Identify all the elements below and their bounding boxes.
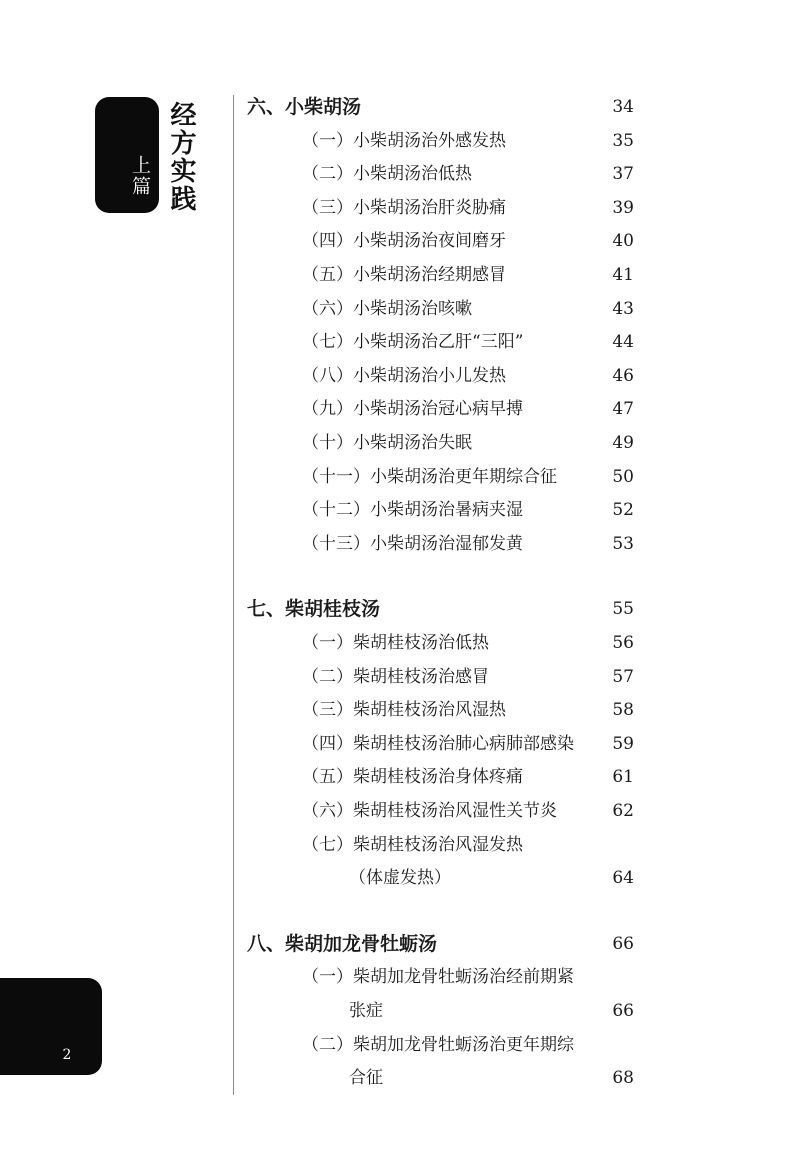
toc-page-number: 46 — [612, 366, 634, 386]
toc-entry-title: （一）小柴胡汤治外感发热 — [302, 131, 506, 151]
toc-chapter-title: 六、小柴胡汤 — [247, 96, 362, 118]
toc-page-number: 37 — [612, 164, 634, 184]
toc-page-number: 64 — [612, 868, 634, 888]
toc-entry-title: （三）小柴胡汤治肝炎胁痛 — [302, 198, 506, 218]
toc-entry-title: （十）小柴胡汤治失眠 — [302, 433, 472, 453]
toc-entry-title: （一）柴胡桂枝汤治低热 — [302, 633, 489, 653]
part-label: 上篇 — [129, 155, 151, 197]
toc-page-number: 41 — [612, 265, 634, 285]
toc-page-number: 50 — [612, 467, 634, 487]
toc-chapter-title: 八、柴胡加龙骨牡蛎汤 — [247, 933, 438, 955]
toc-entry-title: （二）小柴胡汤治低热 — [302, 164, 472, 184]
toc-page-number: 34 — [612, 97, 634, 117]
toc-page-number: 59 — [612, 734, 634, 754]
toc-entry-title: （二）柴胡桂枝汤治感冒 — [302, 667, 489, 687]
toc-entry-title: （五）小柴胡汤治经期感冒 — [302, 265, 506, 285]
toc-entry-title: （九）小柴胡汤治冠心病早搏 — [302, 399, 523, 419]
toc-entry-title: （五）柴胡桂枝汤治身体疼痛 — [302, 767, 523, 787]
toc-entry-title: （一）柴胡加龙骨牡蛎汤治经前期紧 — [302, 967, 574, 987]
toc-page-number: 66 — [612, 1001, 634, 1021]
toc-entry-title: （十一）小柴胡汤治更年期综合征 — [302, 467, 557, 487]
toc-page-number: 39 — [612, 198, 634, 218]
toc-page-number: 43 — [612, 299, 634, 319]
part-tab — [95, 97, 159, 213]
toc-page-number: 61 — [612, 767, 634, 787]
toc-entry-title: （三）柴胡桂枝汤治风湿热 — [302, 700, 506, 720]
toc-page-number: 66 — [612, 934, 634, 954]
page-number: 2 — [62, 1047, 72, 1063]
toc-entry-title: （二）柴胡加龙骨牡蛎汤治更年期综 — [302, 1035, 574, 1055]
toc-page-number: 68 — [612, 1068, 634, 1088]
toc-page-number: 47 — [612, 399, 634, 419]
toc-page-number: 56 — [612, 633, 634, 653]
toc-entry-title: （七）小柴胡汤治乙肝“三阳” — [302, 332, 524, 352]
toc-entry-title: （六）柴胡桂枝汤治风湿性关节炎 — [302, 801, 557, 821]
toc-entry-title: （四）小柴胡汤治夜间磨牙 — [302, 231, 506, 251]
toc-entry-title: （七）柴胡桂枝汤治风湿发热 — [302, 835, 523, 855]
toc-entry-title: （体虚发热） — [349, 868, 451, 888]
toc-entry-title: 合征 — [349, 1068, 383, 1088]
toc-entry-title: （十二）小柴胡汤治暑病夹湿 — [302, 500, 523, 520]
page-corner-tab — [0, 978, 102, 1075]
toc-entry-title: 张症 — [349, 1001, 383, 1021]
toc-entry-title: （四）柴胡桂枝汤治肺心病肺部感染 — [302, 734, 574, 754]
toc-page-number: 57 — [612, 667, 634, 687]
toc-chapter-title: 七、柴胡桂枝汤 — [247, 598, 381, 620]
toc-page-number: 53 — [612, 534, 634, 554]
toc-page-number: 49 — [612, 433, 634, 453]
toc-page-number: 44 — [612, 332, 634, 352]
toc-page-number: 35 — [612, 131, 634, 151]
toc-entry-title: （十三）小柴胡汤治湿郁发黄 — [302, 534, 523, 554]
toc-page-number: 62 — [612, 801, 634, 821]
toc-entry-title: （八）小柴胡汤治小儿发热 — [302, 366, 506, 386]
book-title: 经方实践 — [166, 101, 196, 213]
toc-page-number: 52 — [612, 500, 634, 520]
toc-page-number: 40 — [612, 231, 634, 251]
toc-entry-title: （六）小柴胡汤治咳嗽 — [302, 299, 472, 319]
divider-line — [233, 95, 234, 1095]
toc-page-number: 58 — [612, 700, 634, 720]
toc-page-number: 55 — [612, 599, 634, 619]
